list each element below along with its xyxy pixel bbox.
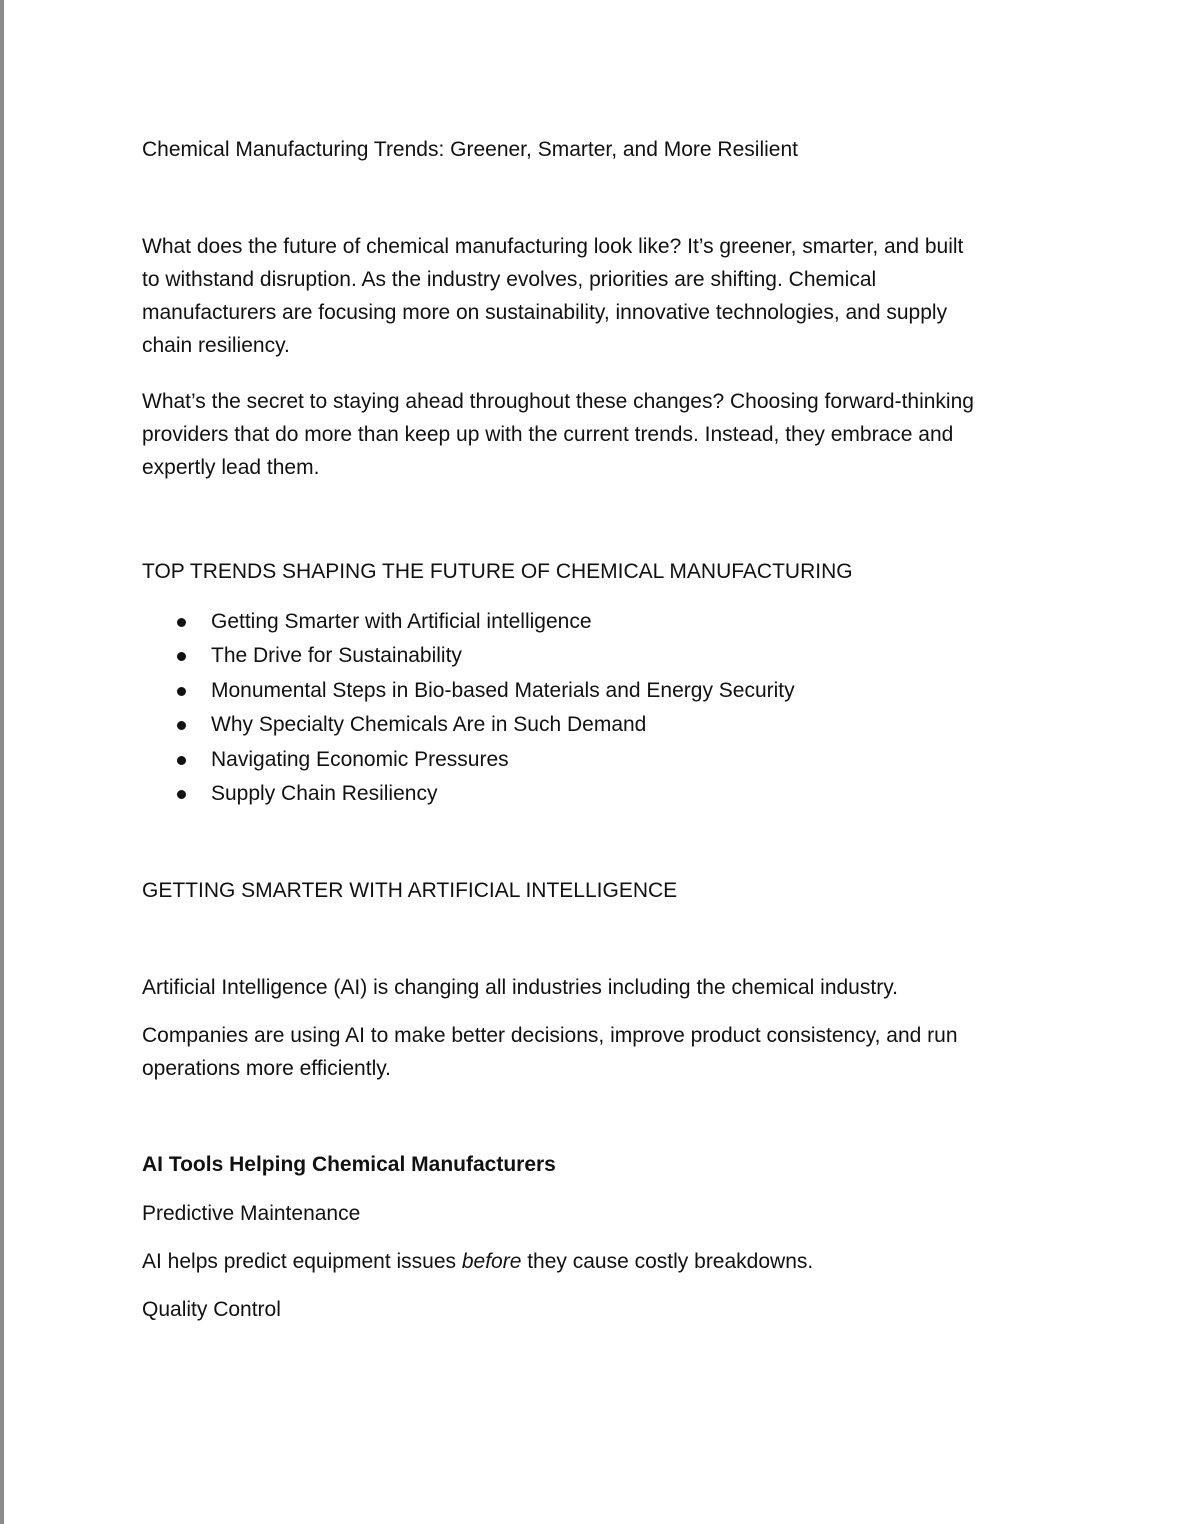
intro-paragraph-1-line: chain resiliency. (142, 334, 290, 357)
intro-paragraph-1-line: manufacturers are focusing more on sustainability, innovative technologies, and supply (142, 301, 948, 324)
list-item (142, 605, 795, 639)
intro-paragraph-2-line: expertly lead them. (142, 456, 320, 479)
list-item-label: The Drive for Sustainability (211, 644, 462, 668)
ai-paragraph-2-line: Companies are using AI to make better decisions, improve product consistency, and run (142, 1024, 958, 1047)
bullet-icon (177, 721, 186, 730)
list-item-label: Supply Chain Resiliency (211, 781, 438, 805)
predictive-text-part: AI helps predict equipment issues (142, 1250, 462, 1273)
document-title: Chemical Manufacturing Trends: Greener, Smarter, and More Resilient (142, 138, 798, 161)
bullet-icon (177, 652, 186, 661)
list-item-label: Why Specialty Chemicals Are in Such Demand (211, 713, 647, 737)
intro-paragraph-1-line: to withstand disruption. As the industry evolves, priorities are shifting. Chemical (142, 268, 877, 291)
intro-paragraph-2 (142, 385, 974, 484)
bullet-icon (177, 687, 186, 696)
list-item (142, 708, 795, 742)
list-item (142, 777, 795, 811)
list-item (142, 743, 795, 777)
ai-heading: GETTING SMARTER WITH ARTIFICIAL INTELLIGENCE (142, 879, 678, 902)
ai-paragraph-2-line: operations more efficiently. (142, 1057, 392, 1080)
list-item (142, 639, 795, 673)
trends-list (142, 605, 795, 811)
ai-paragraph-2 (142, 1019, 958, 1085)
tools-heading: AI Tools Helping Chemical Manufacturers (142, 1153, 556, 1176)
predictive-text-emphasis: before (461, 1250, 522, 1273)
ai-paragraph-1: Artificial Intelligence (AI) is changing all industries including the chemical industry. (142, 976, 898, 999)
quality-control-heading: Quality Control (142, 1298, 281, 1321)
window-left-edge (0, 0, 4, 1524)
bullet-icon (177, 618, 186, 627)
list-item (142, 674, 795, 708)
intro-paragraph-2-line: providers that do more than keep up with the current trends. Instead, they embrace and (142, 423, 954, 446)
list-item-label: Navigating Economic Pressures (211, 747, 509, 771)
document-page (142, 0, 1042, 1524)
predictive-text-part: they cause costly breakdowns. (521, 1250, 814, 1273)
intro-paragraph-1-line: What does the future of chemical manufacturing look like? It’s greener, smarter, and built (142, 235, 964, 258)
list-item-label: Monumental Steps in Bio-based Materials and Energy Security (211, 678, 795, 702)
trends-heading: TOP TRENDS SHAPING THE FUTURE OF CHEMICAL MANUFACTURING (142, 560, 853, 583)
intro-paragraph-2-line: What’s the secret to staying ahead throughout these changes? Choosing forward-thinking (142, 390, 974, 413)
list-item-label: Getting Smarter with Artificial intelligence (211, 610, 592, 633)
bullet-icon (177, 756, 186, 765)
intro-paragraph-1 (142, 230, 963, 362)
predictive-maintenance-text (142, 1245, 813, 1278)
bullet-icon (177, 790, 186, 799)
predictive-maintenance-heading: Predictive Maintenance (142, 1202, 361, 1225)
